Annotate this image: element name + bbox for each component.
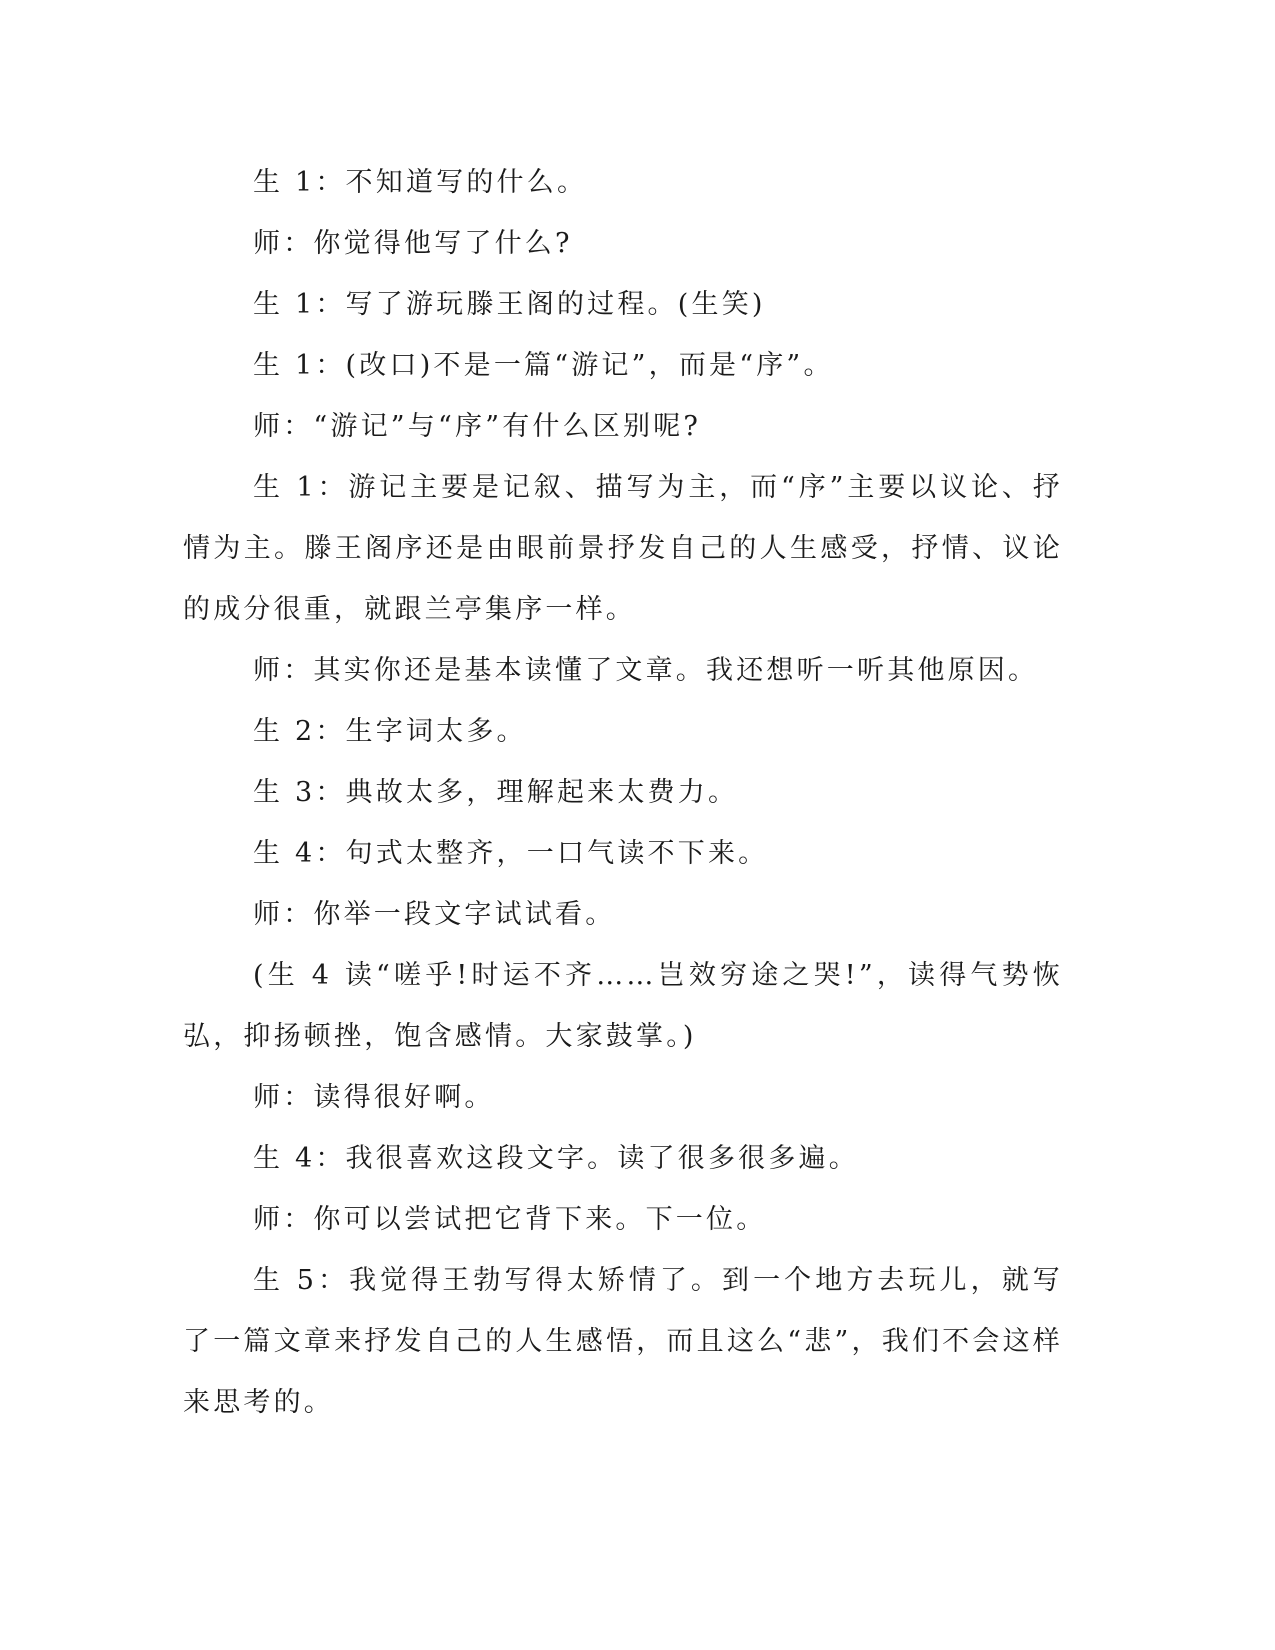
dialogue-line: 生 4：句式太整齐，一口气读不下来。 [253, 838, 769, 869]
dialogue-line: 师：你可以尝试把它背下来。下一位。 [253, 1204, 767, 1235]
dialogue-line: 生 1：(改口)不是一篇“游记”，而是“序”。 [253, 350, 834, 381]
stage-direction: (生 4 读“嗟乎!时运不齐……岂效穷途之哭!”，读得气势恢弘，抑扬顿挫，饱含感情。大家鼓掌。) [183, 960, 1063, 1052]
dialogue-line: 生 1：游记主要是记叙、描写为主，而“序”主要以议论、抒情为主。滕王阁序还是由眼前景抒发自己的人生感受，抒情、议论的成分很重，就跟兰亭集序一样。 [183, 472, 1063, 625]
dialogue-line: 师：其实你还是基本读懂了文章。我还想听一听其他原因。 [253, 655, 1039, 686]
dialogue-line: 生 4：我很喜欢这段文字。读了很多很多遍。 [253, 1143, 859, 1174]
dialogue-line: 师：你觉得他写了什么? [253, 228, 573, 259]
dialogue-line: 生 5：我觉得王勃写得太矫情了。到一个地方去玩儿，就写了一篇文章来抒发自己的人生感悟，而且这么“悲”，我们不会这样来思考的。 [183, 1265, 1063, 1418]
dialogue-line: 师：你举一段文字试试看。 [253, 899, 616, 930]
dialogue-line: 师：“游记”与“序”有什么区别呢? [253, 411, 702, 442]
dialogue-line: 师：读得很好啊。 [253, 1082, 495, 1113]
document-page [183, 152, 1063, 1433]
dialogue-line: 生 3：典故太多，理解起来太费力。 [253, 777, 739, 808]
dialogue-line: 生 1：不知道写的什么。 [253, 167, 588, 198]
dialogue-line: 生 2：生字词太多。 [253, 716, 527, 747]
dialogue-line: 生 1：写了游玩滕王阁的过程。(生笑) [253, 289, 766, 320]
